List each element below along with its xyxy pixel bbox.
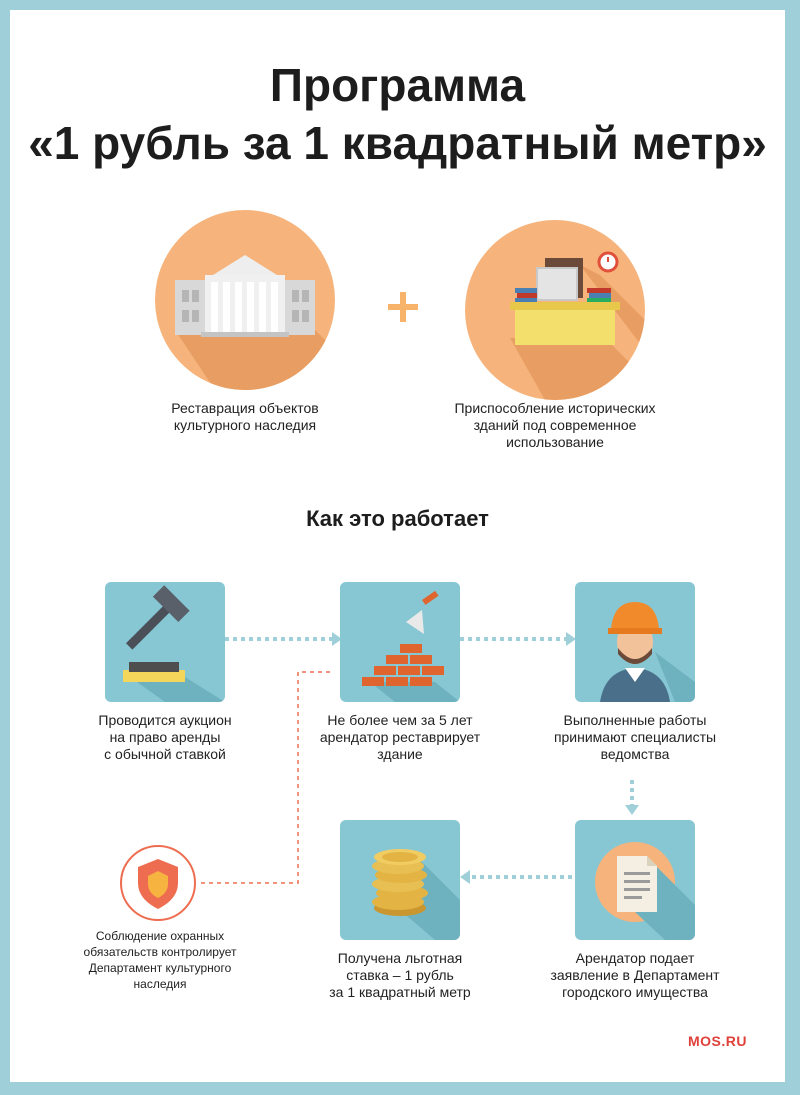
caption-line: за 1 квадратный метр (329, 984, 471, 1000)
caption-line: наследия (133, 977, 187, 991)
step-caption-rate (300, 950, 500, 1001)
caption-line: здание (377, 746, 423, 762)
caption-line: Выполненные работы (563, 712, 707, 728)
step-caption-auction (70, 712, 260, 763)
caption-line: Реставрация объектов (171, 400, 319, 416)
caption-line: Арендатор подает (575, 950, 695, 966)
caption-line: арендатор реставрирует (319, 729, 481, 745)
caption-line: Соблюдение охранных (95, 929, 225, 943)
caption-line: заявление в Департамент (550, 967, 720, 983)
step-caption-application (535, 950, 735, 1001)
bricks-trowel-icon (340, 582, 460, 702)
shield-icon (122, 847, 194, 919)
restoration-tile (340, 582, 460, 702)
caption-line: с обычной ставкой (104, 746, 226, 762)
application-tile (575, 820, 695, 940)
acceptance-tile (575, 582, 695, 702)
mos-ru-logo[interactable]: MOS.RU (688, 1033, 747, 1049)
control-connector (198, 672, 330, 883)
gavel-icon (105, 582, 225, 702)
auction-tile (105, 582, 225, 702)
caption-line: на право аренды (109, 729, 221, 745)
caption-line: Приспособление исторических (454, 400, 656, 416)
caption-line: городского имущества (562, 984, 708, 1000)
section-title: Как это работает (306, 506, 489, 531)
control-circle (120, 845, 196, 921)
caption-line: Получена льготная (337, 950, 463, 966)
arrow-head (460, 870, 470, 884)
caption-line: использование (506, 434, 604, 450)
caption-line: Департамент культурного (88, 961, 232, 975)
document-icon (575, 820, 695, 940)
coins-stack-icon (340, 820, 460, 940)
caption-line: ведомства (600, 746, 670, 762)
worker-helmet-icon (575, 582, 695, 702)
step-caption-acceptance (535, 712, 735, 763)
step-caption-restoration (300, 712, 500, 763)
title-line-1: Программа (269, 59, 526, 111)
caption-line: зданий под современное (473, 417, 637, 433)
caption-line: Не более чем за 5 лет (327, 712, 473, 728)
title-line-2: «1 рубль за 1 квадратный метр» (28, 117, 767, 169)
infographic-frame (10, 10, 785, 1082)
caption-line: ставка – 1 рубль (346, 967, 454, 983)
caption-line: обязательств контролирует (83, 945, 237, 959)
caption-line: Проводится аукцион (98, 712, 232, 728)
arrow-head (625, 805, 639, 815)
control-caption (80, 928, 240, 992)
caption-line: принимают специалисты (553, 729, 717, 745)
caption-line: культурного наследия (173, 417, 317, 433)
rate-tile (340, 820, 460, 940)
